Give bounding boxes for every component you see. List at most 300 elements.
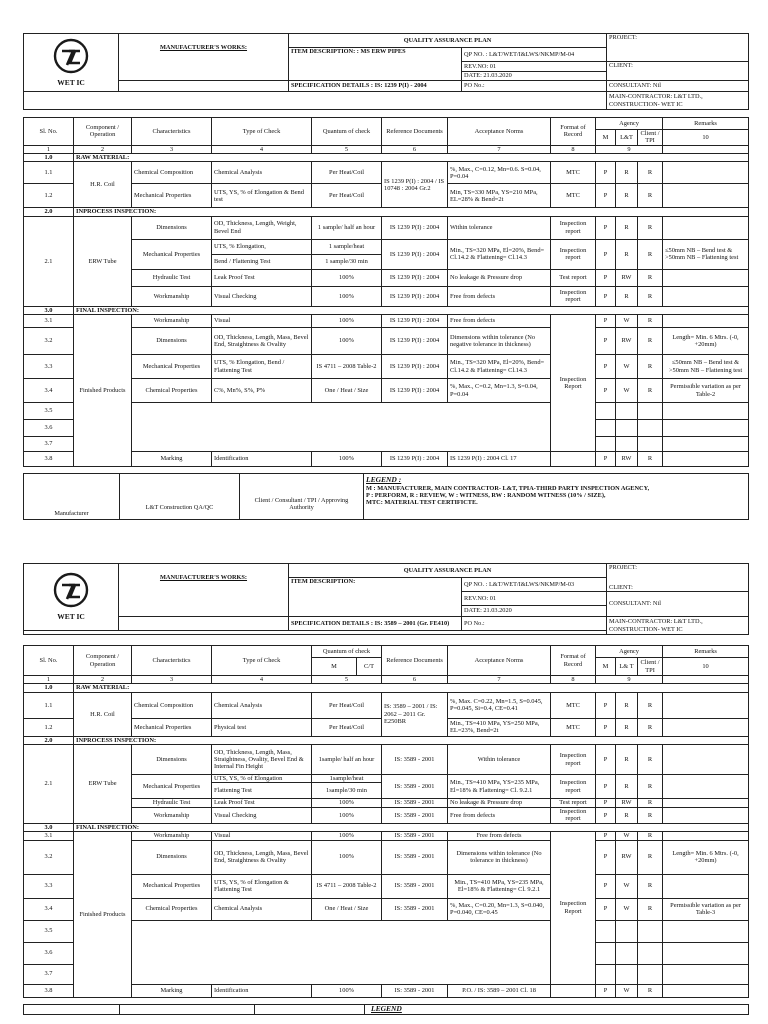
section-number: 3.0 xyxy=(24,306,74,314)
col-num: 1 xyxy=(24,145,74,153)
col-num: 6 xyxy=(382,145,448,153)
acceptance-cell: %, Max., C=0.20, Mn=1.3, S=0.040, P=0.040, CE=0.45 xyxy=(448,898,551,920)
col-num: 2 xyxy=(74,145,132,153)
format-cell: MTC xyxy=(551,692,596,718)
table-row xyxy=(24,437,749,452)
item-description: ITEM DESCRIPTION: : MS ERW PIPES xyxy=(289,48,462,81)
agency-lt: R xyxy=(616,184,638,208)
type-cell: Identification xyxy=(212,452,312,467)
quantum-cell: 1 sample/ half an hour xyxy=(312,216,382,239)
agency-lt: RW xyxy=(616,452,638,467)
agency-client: R xyxy=(638,775,663,799)
signature-client: Client / Consultant / TPI / Approving Authority xyxy=(240,474,364,520)
legend-title: LEGEND : xyxy=(366,475,402,485)
type-cell: Visual xyxy=(212,832,312,840)
type-cell: Flattening Test xyxy=(212,783,312,799)
acceptance-cell: Dimensions within tolerance (No tolerance in thickness) xyxy=(448,840,551,874)
reference-cell: IS 1239 P(I) : 2004 xyxy=(382,239,448,269)
acceptance-cell: %, Max. C=0.22, Mn=1.5, S=0.045, P=0.045, Si=0.4, CE=0.41 xyxy=(448,692,551,718)
type-cell: UTS, % Elongation, Bend / Flattening Test xyxy=(212,355,312,379)
agency-client: R xyxy=(638,315,663,328)
type-cell: UTS, YS, % of Elongation & Flattening Test xyxy=(212,874,312,898)
col-acceptance: Acceptance Norms xyxy=(448,118,551,146)
section-number: 1.0 xyxy=(24,684,74,692)
sl-cell: 2.1 xyxy=(24,745,74,824)
type-cell: C%, Mn%, S%, P% xyxy=(212,379,312,403)
remarks-cell xyxy=(663,832,749,840)
rev-number: REV.NO: 01 xyxy=(462,592,607,606)
format-cell: Inspection Report xyxy=(551,832,596,984)
table-row xyxy=(24,807,749,823)
quantum-cell: 1 sample/30 min xyxy=(312,254,382,269)
reference-cell: IS 1239 P(I) : 2004 xyxy=(382,328,448,355)
col-quantum-m: M xyxy=(312,658,357,676)
agency-lt: R xyxy=(616,718,638,736)
table-row xyxy=(24,840,749,874)
po-number: PO No.: xyxy=(462,617,607,631)
characteristic-cell: Chemical Composition xyxy=(132,692,212,718)
main-contractor: MAIN-CONTRACTOR: L&T LTD., CONSTRUCTION- WET IC xyxy=(607,617,749,635)
quantum-cell: IS 4711 – 2008 Table-2 xyxy=(312,355,382,379)
sl-cell: 3.1 xyxy=(24,315,74,328)
sl-cell: 3.4 xyxy=(24,898,74,920)
col-remarks: Remarks xyxy=(663,646,749,658)
legend-title: LEGEND xyxy=(371,1004,402,1013)
agency-m: P xyxy=(596,379,616,403)
reference-cell: IS 1239 P(I) : 2004 xyxy=(382,269,448,286)
sl-cell: 2.1 xyxy=(24,216,74,306)
type-cell: Physical test xyxy=(212,718,312,736)
section-title: RAW MATERIAL: xyxy=(74,684,749,692)
col-num: 8 xyxy=(551,676,596,684)
col-num: 1 xyxy=(24,676,74,684)
client-label-overlay: CLIENT: xyxy=(609,584,633,591)
agency-m: P xyxy=(596,239,616,269)
agency-m: P xyxy=(596,286,616,306)
manufacturers-works: MANUFACTURER'S WORKS: xyxy=(119,34,289,81)
agency-lt: R xyxy=(616,775,638,799)
col-num: 2 xyxy=(74,676,132,684)
col-agency-client: Client / TPI xyxy=(638,658,663,676)
col-num: 5 xyxy=(312,676,382,684)
section-row xyxy=(24,736,749,744)
agency-client: R xyxy=(638,216,663,239)
type-cell: Identification xyxy=(212,984,312,997)
acceptance-cell: Dimensions within tolerance (No negative tolerance in thickness) xyxy=(448,328,551,355)
reference-cell: IS 1239 P(I) : 2004 xyxy=(382,379,448,403)
section-row xyxy=(24,208,749,216)
sl-cell: 3.2 xyxy=(24,328,74,355)
col-num: 4 xyxy=(212,676,312,684)
characteristic-cell: Mechanical Properties xyxy=(132,775,212,799)
type-cell: Chemical Analysis xyxy=(212,162,312,184)
legend-line: P : PERFORM, R : REVIEW, W : WITNESS, RW : RANDOM WITNESS (10% / SIZE), xyxy=(366,492,606,500)
agency-lt: RW xyxy=(616,799,638,807)
acceptance-cell: No leakage & Pressure drop xyxy=(448,799,551,807)
sl-cell: 3.8 xyxy=(24,452,74,467)
acceptance-cell: Within tolerance xyxy=(448,216,551,239)
agency-lt: R xyxy=(616,286,638,306)
sl-cell: 3.1 xyxy=(24,832,74,840)
acceptance-cell: Free from defects xyxy=(448,286,551,306)
format-cell: Inspection Report xyxy=(551,315,596,452)
legend-box xyxy=(364,474,749,520)
qap-document-2 xyxy=(23,563,748,1015)
quantum-cell: 1 sample/heat xyxy=(312,239,382,254)
agency-m: P xyxy=(596,874,616,898)
sl-cell: 3.5 xyxy=(24,403,74,420)
agency-m: P xyxy=(596,745,616,775)
table-row xyxy=(24,942,749,964)
section-number: 2.0 xyxy=(24,208,74,216)
type-cell: UTS, YS, % of Elongation & Bend test xyxy=(212,184,312,208)
type-cell: Visual xyxy=(212,315,312,328)
col-num: 7 xyxy=(448,145,551,153)
quantum-cell: IS 4711 – 2008 Table-2 xyxy=(312,874,382,898)
acceptance-cell: IS 1239 P(I) : 2004 Cl. 17 xyxy=(448,452,551,467)
format-cell: Inspection report xyxy=(551,239,596,269)
col-characteristics: Characteristics xyxy=(132,646,212,676)
col-characteristics: Characteristics xyxy=(132,118,212,146)
agency-client: R xyxy=(638,452,663,467)
rev-number: REV.NO: 01 xyxy=(462,62,607,72)
acceptance-cell: Min., TS=410 MPa, YS=250 MPa, EL=23%, Bend=2t xyxy=(448,718,551,736)
col-remarks: Remarks xyxy=(663,118,749,130)
agency-m: P xyxy=(596,807,616,823)
col-num: 5 xyxy=(312,145,382,153)
agency-m: P xyxy=(596,269,616,286)
agency-client: R xyxy=(638,874,663,898)
table-row xyxy=(24,269,749,286)
qap-document-1 xyxy=(23,33,748,520)
quantum-cell: 100% xyxy=(312,315,382,328)
company-name: WET IC xyxy=(57,612,85,622)
characteristic-cell: Dimensions xyxy=(132,840,212,874)
characteristic-cell: Workmanship xyxy=(132,286,212,306)
doc-date: DATE: 21.03.2020 xyxy=(462,72,607,81)
col-format: Format of Record xyxy=(551,646,596,676)
characteristic-cell: Chemical Composition xyxy=(132,162,212,184)
agency-lt: R xyxy=(616,745,638,775)
doc-date: DATE: 21.03.2020 xyxy=(462,606,607,617)
sl-cell: 1.1 xyxy=(24,692,74,718)
characteristic-cell: Workmanship xyxy=(132,807,212,823)
agency-lt: W xyxy=(616,984,638,997)
agency-lt: W xyxy=(616,832,638,840)
characteristic-cell: Dimensions xyxy=(132,745,212,775)
logo-block xyxy=(24,564,119,631)
agency-m: P xyxy=(596,692,616,718)
col-num: 8 xyxy=(551,145,596,153)
agency-lt: W xyxy=(616,379,638,403)
agency-client: R xyxy=(638,807,663,823)
type-cell: OD, Thickness, Length, Mass, Straightness, Ovality, Bevel End & Internal Fin Height xyxy=(212,745,312,775)
characteristic-cell: Chemical Properties xyxy=(132,898,212,920)
reference-cell: IS: 3589 - 2001 xyxy=(382,840,448,874)
table-row xyxy=(24,355,749,379)
agency-client: R xyxy=(638,269,663,286)
main-contractor: MAIN-CONTRACTOR: L&T LTD., CONSTRUCTION- WET IC xyxy=(607,92,749,110)
characteristic-cell: Mechanical Properties xyxy=(132,239,212,269)
spec-details: SPECIFICATION DETAILS : IS: 1239 P(I) - 2004 xyxy=(289,81,462,92)
quantum-cell: 100% xyxy=(312,807,382,823)
col-agency-lt: L& T xyxy=(616,658,638,676)
col-remarks-no: 10 xyxy=(663,658,749,676)
reference-cell: IS: 3589 - 2001 xyxy=(382,832,448,840)
component-cell: H.R. Coil xyxy=(74,692,132,736)
acceptance-cell: Within tolerance xyxy=(448,745,551,775)
col-sl: Sl. No. xyxy=(24,118,74,146)
reference-cell: IS 1239 P(I) : 2004 xyxy=(382,355,448,379)
component-cell: ERW Tube xyxy=(74,745,132,824)
agency-m: P xyxy=(596,184,616,208)
spec-details: SPECIFICATION DETAILS : IS: 3589 – 2001 (Gr. FE410) xyxy=(289,617,462,631)
agency-lt: RW xyxy=(616,328,638,355)
format-cell: MTC xyxy=(551,718,596,736)
sl-cell: 3.6 xyxy=(24,420,74,437)
col-acceptance: Acceptance Norms xyxy=(448,646,551,676)
agency-lt: W xyxy=(616,874,638,898)
client-field: CONSULTANT: Nil xyxy=(607,592,749,617)
sl-cell: 1.1 xyxy=(24,162,74,184)
table-row xyxy=(24,315,749,328)
component-cell: ERW Tube xyxy=(74,216,132,306)
agency-client: R xyxy=(638,379,663,403)
component-cell: Finished Products xyxy=(74,832,132,997)
column-number-row xyxy=(24,145,749,153)
sl-cell: 3.5 xyxy=(24,920,74,942)
agency-lt: R xyxy=(616,692,638,718)
agency-m: P xyxy=(596,799,616,807)
acceptance-cell: Free from defects xyxy=(448,807,551,823)
agency-client: R xyxy=(638,832,663,840)
remarks-cell: ≤50mm NB – Bend test & >50mm NB – Flattening test xyxy=(663,355,749,379)
col-sl: Sl. No. xyxy=(24,646,74,676)
agency-m: P xyxy=(596,315,616,328)
sl-cell: 3.7 xyxy=(24,437,74,452)
section-title: FINAL INSPECTION: xyxy=(74,823,749,831)
quantum-cell: 100% xyxy=(312,286,382,306)
format-cell: MTC xyxy=(551,162,596,184)
signature-legend-1 xyxy=(23,473,749,520)
signature-manufacturer: Manufacturer xyxy=(24,474,120,520)
characteristic-cell: Hydraulic Test xyxy=(132,269,212,286)
characteristic-cell: Dimensions xyxy=(132,328,212,355)
qp-number: QP NO. : L&T/WET/I&LWS/NKMP/M-03 xyxy=(462,578,607,592)
page-title: QUALITY ASSURANCE PLAN xyxy=(289,564,607,578)
column-number-row xyxy=(24,676,749,684)
agency-client: R xyxy=(638,799,663,807)
agency-client: R xyxy=(638,355,663,379)
col-num: 6 xyxy=(382,676,448,684)
remarks-cell: Permissible variation as per Table-3 xyxy=(663,898,749,920)
sl-cell: 3.2 xyxy=(24,840,74,874)
remarks-cell xyxy=(663,315,749,328)
agency-m: P xyxy=(596,718,616,736)
characteristic-cell: Workmanship xyxy=(132,315,212,328)
format-cell: MTC xyxy=(551,184,596,208)
component-cell: Finished Products xyxy=(74,315,132,467)
acceptance-cell: No leakage & Pressure drop xyxy=(448,269,551,286)
col-agency-m: M xyxy=(596,658,616,676)
agency-client: R xyxy=(638,745,663,775)
quantum-cell: 100% xyxy=(312,452,382,467)
sl-cell: 3.6 xyxy=(24,942,74,964)
col-component: Component / Operation xyxy=(74,646,132,676)
quantum-cell: One / Heat / Size xyxy=(312,379,382,403)
type-cell: Chemical Analysis xyxy=(212,898,312,920)
agency-client: R xyxy=(638,162,663,184)
quantum-cell: Per Heat/Coil xyxy=(312,692,382,718)
remarks-cell: Length= Min. 6 Mtrs. (-0, +20mm) xyxy=(663,328,749,355)
consultant-field: CONSULTANT: Nil xyxy=(607,81,749,92)
component-cell: H.R. Coil xyxy=(74,162,132,208)
legend-box xyxy=(365,1004,749,1014)
format-cell: Inspection report xyxy=(551,286,596,306)
type-cell: Visual Checking xyxy=(212,807,312,823)
sl-cell: 3.7 xyxy=(24,964,74,984)
reference-cell: IS: 3589 - 2001 xyxy=(382,775,448,799)
quantum-cell: 100% xyxy=(312,984,382,997)
type-cell: UTS, YS, % of Elongation xyxy=(212,775,312,783)
agency-client: R xyxy=(638,286,663,306)
acceptance-cell: Free from defects xyxy=(448,832,551,840)
reference-cell: IS: 3589 - 2001 xyxy=(382,745,448,775)
col-ref-docs: Reference Documents xyxy=(382,646,448,676)
format-cell: Inspection report xyxy=(551,745,596,775)
po-number: PO No.: xyxy=(462,81,607,92)
page-title: QUALITY ASSURANCE PLAN xyxy=(289,34,607,48)
agency-lt: RW xyxy=(616,269,638,286)
characteristic-cell: Marking xyxy=(132,452,212,467)
type-cell: Leak Proof Test xyxy=(212,269,312,286)
quantum-cell: Per Heat/Coil xyxy=(312,162,382,184)
section-title: INPROCESS INSPECTION: xyxy=(74,736,749,744)
format-cell: Inspection report xyxy=(551,216,596,239)
agency-m: P xyxy=(596,898,616,920)
sl-cell: 3.8 xyxy=(24,984,74,997)
agency-client: R xyxy=(638,718,663,736)
table-row xyxy=(24,328,749,355)
col-agency-client: Client / TPI xyxy=(638,130,663,146)
section-number: 1.0 xyxy=(24,154,74,162)
agency-lt: R xyxy=(616,162,638,184)
signature-legend-2 xyxy=(23,1004,749,1015)
agency-m: P xyxy=(596,328,616,355)
characteristic-cell: Mechanical Properties xyxy=(132,355,212,379)
col-num: 9 xyxy=(596,145,663,153)
agency-m: P xyxy=(596,775,616,799)
qp-number: QP NO. : L&T/WET/I&LWS/NKMP/M-04 xyxy=(462,48,607,62)
project-field: PROJECT: xyxy=(607,34,749,62)
acceptance-cell: %, Max., C=0.2, Mn=1.3, S=0.04, P=0.04 xyxy=(448,379,551,403)
reference-cell: IS: 3589 - 2001 xyxy=(382,874,448,898)
table-row xyxy=(24,984,749,997)
col-quantum: Quantum of check xyxy=(312,118,382,146)
section-title: RAW MATERIAL: xyxy=(74,154,749,162)
agency-lt: R xyxy=(616,807,638,823)
section-row xyxy=(24,823,749,831)
table-row xyxy=(24,239,749,254)
quantum-cell: One / Heat / Size xyxy=(312,898,382,920)
table-row xyxy=(24,162,749,184)
agency-m: P xyxy=(596,162,616,184)
agency-client: R xyxy=(638,898,663,920)
quantum-cell: 1sample/ half an hour xyxy=(312,745,382,775)
remarks-cell: Length= Min. 6 Mtrs. (-0, +20mm) xyxy=(663,840,749,874)
acceptance-cell: P.O. / IS: 3589 – 2001 Cl. 18 xyxy=(448,984,551,997)
col-num: 3 xyxy=(132,145,212,153)
quantum-cell: 100% xyxy=(312,840,382,874)
table-row xyxy=(24,799,749,807)
table-row xyxy=(24,420,749,437)
acceptance-cell: %, Max., C=0.12, Mn=0.6. S=0.04, P=0.04 xyxy=(448,162,551,184)
table-row xyxy=(24,452,749,467)
type-cell: Visual Checking xyxy=(212,286,312,306)
section-number: 3.0 xyxy=(24,823,74,831)
company-name: WET IC xyxy=(57,77,85,87)
col-agency-lt: L&T xyxy=(616,130,638,146)
sl-cell: 1.2 xyxy=(24,184,74,208)
table-row xyxy=(24,832,749,840)
agency-lt: W xyxy=(616,315,638,328)
reference-cell: IS: 3589 - 2001 xyxy=(382,898,448,920)
qap-table-2 xyxy=(23,645,749,998)
table-row xyxy=(24,379,749,403)
manufacturers-works: MANUFACTURER'S WORKS: xyxy=(119,564,289,617)
agency-client: R xyxy=(638,692,663,718)
qap-header-1 xyxy=(23,33,749,110)
sl-cell: 3.3 xyxy=(24,355,74,379)
agency-m: P xyxy=(596,984,616,997)
section-number: 2.0 xyxy=(24,736,74,744)
agency-lt: R xyxy=(616,239,638,269)
section-title: INPROCESS INSPECTION: xyxy=(74,208,749,216)
agency-m: P xyxy=(596,840,616,874)
agency-lt: R xyxy=(616,216,638,239)
table-row xyxy=(24,964,749,984)
quantum-cell: 1sample/30 min xyxy=(312,783,382,799)
table-row xyxy=(24,874,749,898)
col-agency-m: M xyxy=(596,130,616,146)
characteristic-cell: Dimensions xyxy=(132,216,212,239)
type-cell: OD, Thickness, Length, Mass, Bevel End, Straightness & Ovality xyxy=(212,840,312,874)
agency-client: R xyxy=(638,184,663,208)
reference-cell: IS 1239 P(I) : 2004 xyxy=(382,216,448,239)
characteristic-cell: Marking xyxy=(132,984,212,997)
project-field: PROJECT: xyxy=(607,564,749,592)
table-row xyxy=(24,692,749,718)
agency-m: P xyxy=(596,355,616,379)
col-agency: Agency xyxy=(596,646,663,658)
reference-cell: IS 1239 P(I) : 2004 / IS 10748 : 2004 Gr.2 xyxy=(382,162,448,208)
reference-cell: IS 1239 P(I) : 2004 xyxy=(382,286,448,306)
quantum-cell: 100% xyxy=(312,269,382,286)
reference-cell: IS 1239 P(I) : 2004 xyxy=(382,452,448,467)
quantum-cell: Per Heat/Coil xyxy=(312,184,382,208)
table-row xyxy=(24,745,749,775)
type-cell: Bend / Flattening Test xyxy=(212,254,312,269)
col-quantum: Quantum of check xyxy=(312,646,382,658)
characteristic-cell: Hydraulic Test xyxy=(132,799,212,807)
section-row xyxy=(24,306,749,314)
agency-client: R xyxy=(638,328,663,355)
lt-logo-icon xyxy=(53,38,89,74)
col-ref-docs: Reference Documents xyxy=(382,118,448,146)
characteristic-cell: Mechanical Properties xyxy=(132,874,212,898)
reference-cell: IS: 3589 - 2001 xyxy=(382,807,448,823)
table-row xyxy=(24,286,749,306)
